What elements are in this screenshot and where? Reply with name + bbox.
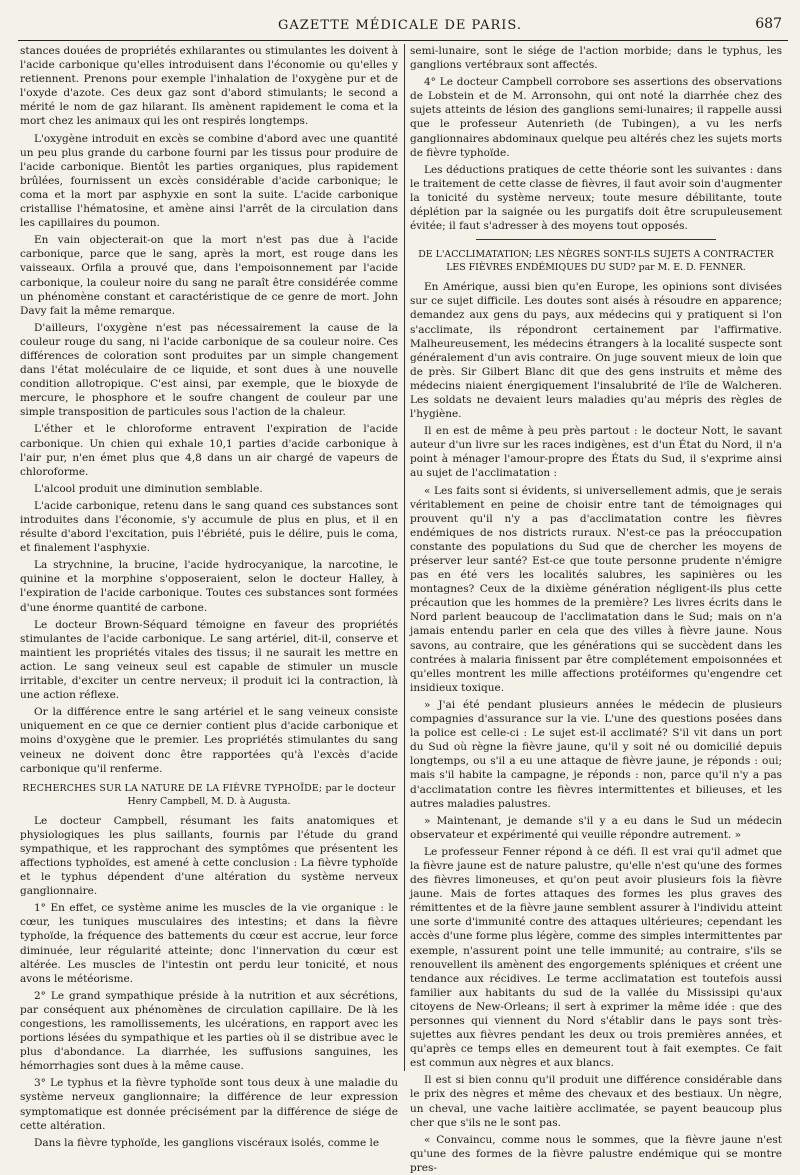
- journal-title: GAZETTE MÉDICALE DE PARIS.: [278, 18, 522, 33]
- header-rule: [18, 40, 788, 41]
- paragraph: L'éther et le chloroforme entravent l'expiration de l'acide carbonique. Un chien qui exhale 10,1 parties d'acide carbonique à l'air pur, n'en émet plus que 4,8 dans un air chargé de vapeurs de chloroforme.: [20, 423, 398, 478]
- column-divider: [404, 44, 405, 1071]
- paragraph: Le professeur Fenner répond à ce défi. Il est vrai qu'il admet que la fièvre jaune est de nature palustre, qu'elle n'est qu'une des formes des fièvres limoneuses, et qu'on peut avoir plusieurs fois la fièvre jaune. Mais de fortes attaques des formes les plus graves des rémittentes et de la fièvre jaune semblent assurer à l'individu atteint une sorte d'immunité contre des attaques ultérieures; cependant les accès d'une forme plus légère, comme des simples intermittentes par exemple, n'assurent point une telle immunité; au contraire, s'ils se renouvellent ils amènent des engorgements spléniques et créent une tendance aux récidives. Le terme acclimatation est toutefois aussi familier aux habitants du sud de la vallée du Mississipi qu'aux citoyens de New-Orleans; il sert à exprimer la même idée : que des personnes qui viennent du Nord s'établir dans le pays sont très-sujettes aux fièvres pendant les deux ou trois premières années, et qu'après ce temps elles en demeurent tout à fait exemptes. Ce fait est commun aux nègres et aux blancs.: [410, 845, 782, 1070]
- paragraph: 1° En effet, ce système anime les muscles de la vie organique : le cœur, les tuniques musculaires des intestins; et dans la fièvre typhoïde, la fréquence des battements du cœur est accrue, leur force diminuée, leur régularité atteinte; donc l'innervation du cœur est altérée. Les muscles de l'intestin ont perdu leur tonicité, et nous avons le météorisme.: [20, 902, 398, 985]
- paragraph: Il est si bien connu qu'il produit une différence considérable dans le prix des nègres et même des chevaux et des bestiaux. Un nègre, un cheval, une vache laitière acclimatée, se payent beaucoup plus cher que s'ils ne le sont pas.: [410, 1074, 782, 1129]
- paragraph: » Maintenant, je demande s'il y a eu dans le Sud un médecin observateur et expérimenté qui veuille répondre autrement. »: [410, 814, 782, 841]
- section-heading-typhoid: [20, 782, 398, 808]
- paragraph: 2° Le grand sympathique préside à la nutrition et aux sécrétions, par conséquent aux phénomènes de circulation capillaire. De là les congestions, les ramollissements, les ulcérations, en rapport avec les portions lésées du sympathique et les parties où il se distribue avec le plus d'abondance. La diarrhée, les suffusions sanguines, les hémorrhagies sont dues à la même cause.: [20, 989, 398, 1073]
- paragraph: » J'ai été pendant plusieurs années le médecin de plusieurs compagnies d'assurance sur la vie. L'une des questions posées dans la police est celle-ci : Le sujet est-il acclimaté? S'il vit dans un port du Sud où règne la fièvre jaune, qu'il y soit né ou domicilié depuis longtemps, ou s'il a eu une attaque de fièvre jaune, je réponds : oui; mais s'il habite la campagne, je réponds : non, parce qu'il n'y a pas d'acclimatation contre les fièvres intermittentes et bilieuses, et les autres maladies palustres.: [410, 698, 782, 810]
- section-author: Henry Campbell, M. D. à Augusta.: [127, 795, 291, 807]
- paragraph: stances douées de propriétés exhilarantes ou stimulantes les doivent à l'acide carbonique qu'elles introduisent dans l'économie ou qu'elles y retiennent. Prenons pour exemple l'inhalation de l'oxygène pur et de l'oxyde d'azote. Ces deux gaz sont d'abord stimulants; le second a mérité le nom de gaz hilarant. Ils amènent rapidement le coma et la mort chez les animaux qui les ont respirés longtemps.: [20, 45, 398, 128]
- paragraph: Or la différence entre le sang artériel et le sang veineux consiste uniquement en ce que ce dernier contient plus d'acide carbonique et moins d'oxygène que le premier. Les propriétés stimulantes du sang veineux ne doivent donc être rapportées qu'à l'excès d'acide carbonique qu'il renferme.: [20, 706, 398, 775]
- paragraph: « Les faits sont si évidents, si universellement admis, que je serais véritablement en peine de choisir entre tant de témoignages qui prouvent qu'il n'y a pas d'acclimatation contre les fièvres endémiques de nos districts ruraux. N'est-ce pas la préoccupation constante des populations du Sud que de chercher les moyens de préserver leur santé? Est-ce que toute personne prudente n'émigre pas en été vers les localités salubres, les sapinières ou les montagnes? Ceux de la dixième génération négligent-ils plus cette précaution que les hommes de la première? Les livres écrits dans le Nord parlent beaucoup de l'acclimatation dans le Sud; mais on n'a jamais entendu parler en cela que des villes à fièvre jaune. Nous savons, au contraire, que les générations qui se succèdent dans les contrées à malaria finissent par être complétement empoisonnées et qu'elles montrent les mille affections protéiformes qu'engendre cet insidieux toxique.: [410, 484, 782, 694]
- paragraph: Les déductions pratiques de cette théorie sont les suivantes : dans le traitement de cette classe de fièvres, il faut avoir soin d'augmenter la tonicité du système nerveux; toute mesure débilitante, toute déplétion par la saignée ou les purgatifs doit être scrupuleusement évitée; il faut s'adresser à des moyens tout opposés.: [410, 163, 782, 233]
- paragraph: 3° Le typhus et la fièvre typhoïde sont tous deux à une maladie du système nerveux ganglionnaire; la différence de leur expression symptomatique est donnée précisément par la différence de siége de cette altération.: [20, 1077, 398, 1132]
- page-number: 687: [755, 16, 782, 32]
- left-column: [20, 44, 398, 1149]
- paragraph: Dans la fièvre typhoïde, les ganglions viscéraux isolés, comme le: [34, 1136, 380, 1149]
- paragraph: semi-lunaire, sont le siége de l'action morbide; dans le typhus, les ganglions vertébraux sont affectés.: [410, 45, 782, 72]
- section-title-line1: DE L'ACCLIMATATION; LES NÈGRES SONT-ILS SUJETS A CONTRACTER: [418, 249, 774, 261]
- paragraph: Le docteur Brown-Séquard témoigne en faveur des propriétés stimulantes de l'acide carbonique. Le sang artériel, dit-il, conserve et maintient les propriétés vitales des tissus; il ne saurait les mettre en action. Le sang veineux seul est capable de stimuler un muscle irritable, d'exciter un centre nerveux; il produit ici la contraction, là une action réflexe.: [20, 618, 398, 702]
- section-title: RECHERCHES SUR LA NATURE DE LA FIÈVRE TYPHOÏDE; par le docteur: [22, 782, 396, 794]
- running-header: [0, 14, 800, 36]
- section-rule: [476, 239, 716, 240]
- paragraph: En vain objecterait-on que la mort n'est pas due à l'acide carbonique, parce que le sang, après la mort, est rouge dans les vaisseaux. Orfila a prouvé que, dans l'empoisonnement par l'acide carbonique, la couleur noire du sang ne paraît être considérée comme un phénomène constant et caractéristique de ce genre de mort. John Davy fait la même remarque.: [20, 234, 398, 317]
- paragraph: L'alcool produit une diminution semblable.: [34, 482, 263, 495]
- paragraph: « Convaincu, comme nous le sommes, que la fièvre jaune n'est qu'une des formes de la fièvre palustre endémique qui se montre pres-: [410, 1133, 782, 1174]
- paragraph: La strychnine, la brucine, l'acide hydrocyanique, la narcotine, le quinine et la morphine s'opposeraient, selon le docteur Halley, à l'expiration de l'acide carbonique. Toutes ces substances sont formées d'une énorme quantité de carbone.: [20, 559, 398, 614]
- paragraph: En Amérique, aussi bien qu'en Europe, les opinions sont divisées sur ce sujet difficile. Les doutes sont aisés à résoudre en apparence; demandez aux gens du pays, aux médecins qui y pratiquent si l'on s'acclimate, ils répondront certainement par l'affirmative. Malheureusement, les médecins étrangers à la localité suspecte sont généralement d'un avis contraire. On juge souvent mieux de loin que de près. Sir Gilbert Blanc dit que des gens instruits et même des médecins niaient énergiquement l'insalubrité de l'île de Walcheren. Les soldats ne devaient leurs maladies qu'au mépris des règles de l'hygiène.: [410, 281, 782, 421]
- paragraph: Il en est de même à peu près partout : le docteur Nott, le savant auteur d'un livre sur les races indigènes, est d'un État du Nord, il n'a point à ménager l'amour-propre des États du Sud, il s'exprime ainsi au sujet de l'acclimatation :: [410, 425, 782, 480]
- paragraph: L'acide carbonique, retenu dans le sang quand ces substances sont introduites dans l'économie, s'y accumule de plus en plus, et il en résulte d'abord l'excitation, puis l'ébriété, puis le délire, puis le coma, et finalement l'asphyxie.: [20, 499, 398, 555]
- paragraph: D'ailleurs, l'oxygène n'est pas nécessairement la cause de la couleur rouge du sang, ni l'acide carbonique de sa couleur noire. Ces différences de coloration sont produites par un simple changement dans l'état moléculaire de ce liquide, et sont dues à une nouvelle condition allotropique. C'est ainsi, par exemple, que le bioxyde de mercure, le phosphore et le soufre changent de couleur par une simple transposition de particules sous l'action de la chaleur.: [20, 321, 398, 419]
- section-heading-acclimatation: [410, 248, 782, 274]
- right-column: [410, 44, 782, 1174]
- paragraph: L'oxygène introduit en excès se combine d'abord avec une quantité un peu plus grande du carbone fourni par les tissus pour produire de l'acide carbonique. Bientôt les parties organiques, plus rapidement brûlées, fournissent un excès considérable d'acide carbonique; le coma et la mort par asphyxie en sont la suite. L'acide carbonique cristallise l'hématosine, et amène ainsi l'arrêt de la circulation dans les capillaires du poumon.: [20, 132, 398, 230]
- section-title-line2: LES FIÈVRES ENDÉMIQUES DU SUD? par M. E. D. FENNER.: [446, 262, 746, 274]
- paragraph: Le docteur Campbell, résumant les faits anatomiques et physiologiques les plus saillants, fournis par l'étude du grand sympathique, et les rapprochant des symptômes que présentent les affections typhoïdes, est amené à cette conclusion : La fièvre typhoïde et le typhus dépendent d'une altération du système nerveux ganglionnaire.: [20, 814, 398, 898]
- paragraph: 4° Le docteur Campbell corrobore ses assertions des observations de Lobstein et de M. Arronsohn, qui ont noté la diarrhée chez des sujets atteints de lésion des ganglions semi-lunaires; il rappelle aussi que le professeur Autenrieth (de Tubingen), a vu les nerfs ganglionnaires abdominaux quelque peu altérés chez les sujets morts de fièvre typhoïde.: [410, 76, 782, 159]
